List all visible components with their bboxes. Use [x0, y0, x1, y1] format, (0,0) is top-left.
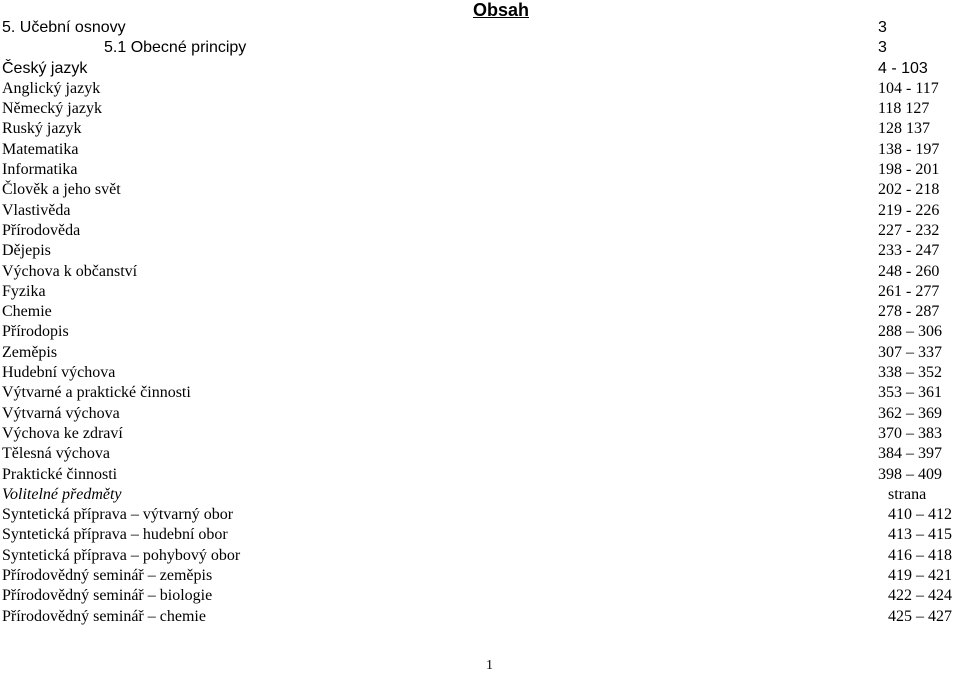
toc-row [2, 302, 958, 322]
page-number: 1 [486, 658, 493, 673]
toc-entry-pages: 138 - 197 [878, 140, 940, 158]
toc-entry-pages: 353 – 361 [878, 384, 942, 402]
toc-entry-pages: 422 – 424 [888, 587, 952, 605]
toc-entry-pages: 248 - 260 [878, 262, 940, 280]
toc-entry-label: Výchova k občanství [2, 262, 138, 280]
toc-entry-pages: 202 - 218 [878, 181, 940, 199]
toc-row [2, 180, 958, 200]
toc-entry-label: Zeměpis [2, 343, 58, 361]
toc-entry-label: Přírodopis [2, 323, 69, 341]
toc-section-heading [2, 485, 958, 505]
toc-row [2, 79, 958, 99]
toc-row [2, 241, 958, 261]
toc-row [2, 99, 958, 119]
toc-row [2, 444, 958, 464]
toc-entry-label: 5. Učební osnovy [2, 19, 126, 36]
toc-entry-label: Chemie [2, 303, 52, 321]
toc-entry-label: Výtvarná výchova [2, 404, 120, 422]
toc-entry-pages: 233 - 247 [878, 242, 940, 260]
toc-entry-label: Vlastivěda [2, 201, 71, 219]
toc-entry-label: Tělesná výchova [2, 445, 110, 463]
toc-row [2, 566, 958, 586]
toc-entry-label: Informatika [2, 161, 78, 179]
toc-entry-pages: 3 [878, 19, 887, 36]
toc-entry-label: Přírodověda [2, 221, 81, 239]
toc-row [2, 383, 958, 403]
toc-row [2, 465, 958, 485]
toc-entry-label: Ruský jazyk [2, 120, 82, 138]
toc-entry-pages: 413 – 415 [888, 526, 952, 544]
toc-entry-pages: 128 137 [878, 120, 930, 138]
toc-entry-label: Výchova ke zdraví [2, 424, 123, 442]
toc-row [2, 59, 958, 79]
toc-entry-pages: 419 – 421 [888, 567, 952, 585]
toc-entry-label: Přírodovědný seminář – zeměpis [2, 567, 213, 585]
toc-entry-pages: 4 - 103 [878, 59, 928, 77]
toc-title: Obsah [472, 0, 529, 20]
toc-entry-label: Praktické činnosti [2, 465, 118, 483]
toc-entry-label: Přírodovědný seminář – biologie [2, 587, 213, 605]
toc-entry-label: Fyzika [2, 282, 46, 300]
toc-entry-pages: 362 – 369 [878, 404, 942, 422]
toc-row [2, 221, 958, 241]
toc-row [2, 119, 958, 139]
toc-entry-pages: 278 - 287 [878, 303, 940, 321]
toc-entry-pages: 425 – 427 [888, 607, 952, 625]
toc-entry-label: Dějepis [2, 242, 51, 260]
toc-entry-pages: 338 – 352 [878, 364, 942, 382]
toc-entry-label: Syntetická příprava – hudební obor [2, 526, 228, 544]
toc-section-label: Volitelné předměty [2, 485, 122, 503]
toc-entry-label: Syntetická příprava – pohybový obor [2, 546, 241, 564]
toc-entry-pages: 416 – 418 [888, 546, 952, 564]
toc-row [2, 607, 958, 627]
toc-row [2, 424, 958, 444]
toc-entry-label: Syntetická příprava – výtvarný obor [2, 506, 234, 524]
toc-entry-pages: 370 – 383 [878, 424, 942, 442]
toc-row [2, 586, 958, 606]
toc-entry-pages: 398 – 409 [878, 465, 942, 483]
toc-entry-pages: 410 – 412 [888, 506, 952, 524]
toc-entry-pages: 3 [878, 39, 887, 57]
toc-entry-pages: 118 127 [878, 100, 930, 118]
toc-entry-label: 5.1 Obecné principy [104, 39, 247, 57]
toc-entry-pages: 104 - 117 [878, 79, 939, 97]
toc-row [2, 404, 958, 424]
toc-row [2, 18, 958, 38]
toc-entry-label: Člověk a jeho svět [2, 181, 121, 199]
toc-row [2, 546, 958, 566]
toc-section-pages: strana [888, 485, 927, 503]
toc-entry-pages: 261 - 277 [878, 282, 940, 300]
toc-entry-pages: 198 - 201 [878, 161, 940, 179]
toc-entry-label: Německý jazyk [2, 100, 102, 118]
toc-entry-pages: 307 – 337 [878, 343, 942, 361]
toc-entry-label: Hudební výchova [2, 364, 116, 382]
toc-row [2, 525, 958, 545]
toc-entry-label: Přírodovědný seminář – chemie [2, 607, 206, 625]
toc-row [2, 322, 958, 342]
toc-entry-label: Český jazyk [2, 59, 88, 77]
toc-entry-pages: 227 - 232 [878, 221, 940, 239]
toc-row [2, 363, 958, 383]
toc-entry-pages: 219 - 226 [878, 201, 940, 219]
toc-entry-pages: 384 – 397 [878, 445, 942, 463]
toc-entry-label: Matematika [2, 140, 79, 158]
toc-row [2, 505, 958, 525]
toc-entry-label: Anglický jazyk [2, 79, 101, 97]
toc-row [2, 160, 958, 180]
toc-row [2, 282, 958, 302]
toc-row [2, 262, 958, 282]
table-of-contents [2, 18, 958, 627]
toc-row [2, 201, 958, 221]
toc-row [2, 140, 958, 160]
toc-row [2, 38, 958, 58]
toc-entry-pages: 288 – 306 [878, 323, 942, 341]
toc-entry-label: Výtvarné a praktické činnosti [2, 384, 191, 402]
toc-row [2, 343, 958, 363]
